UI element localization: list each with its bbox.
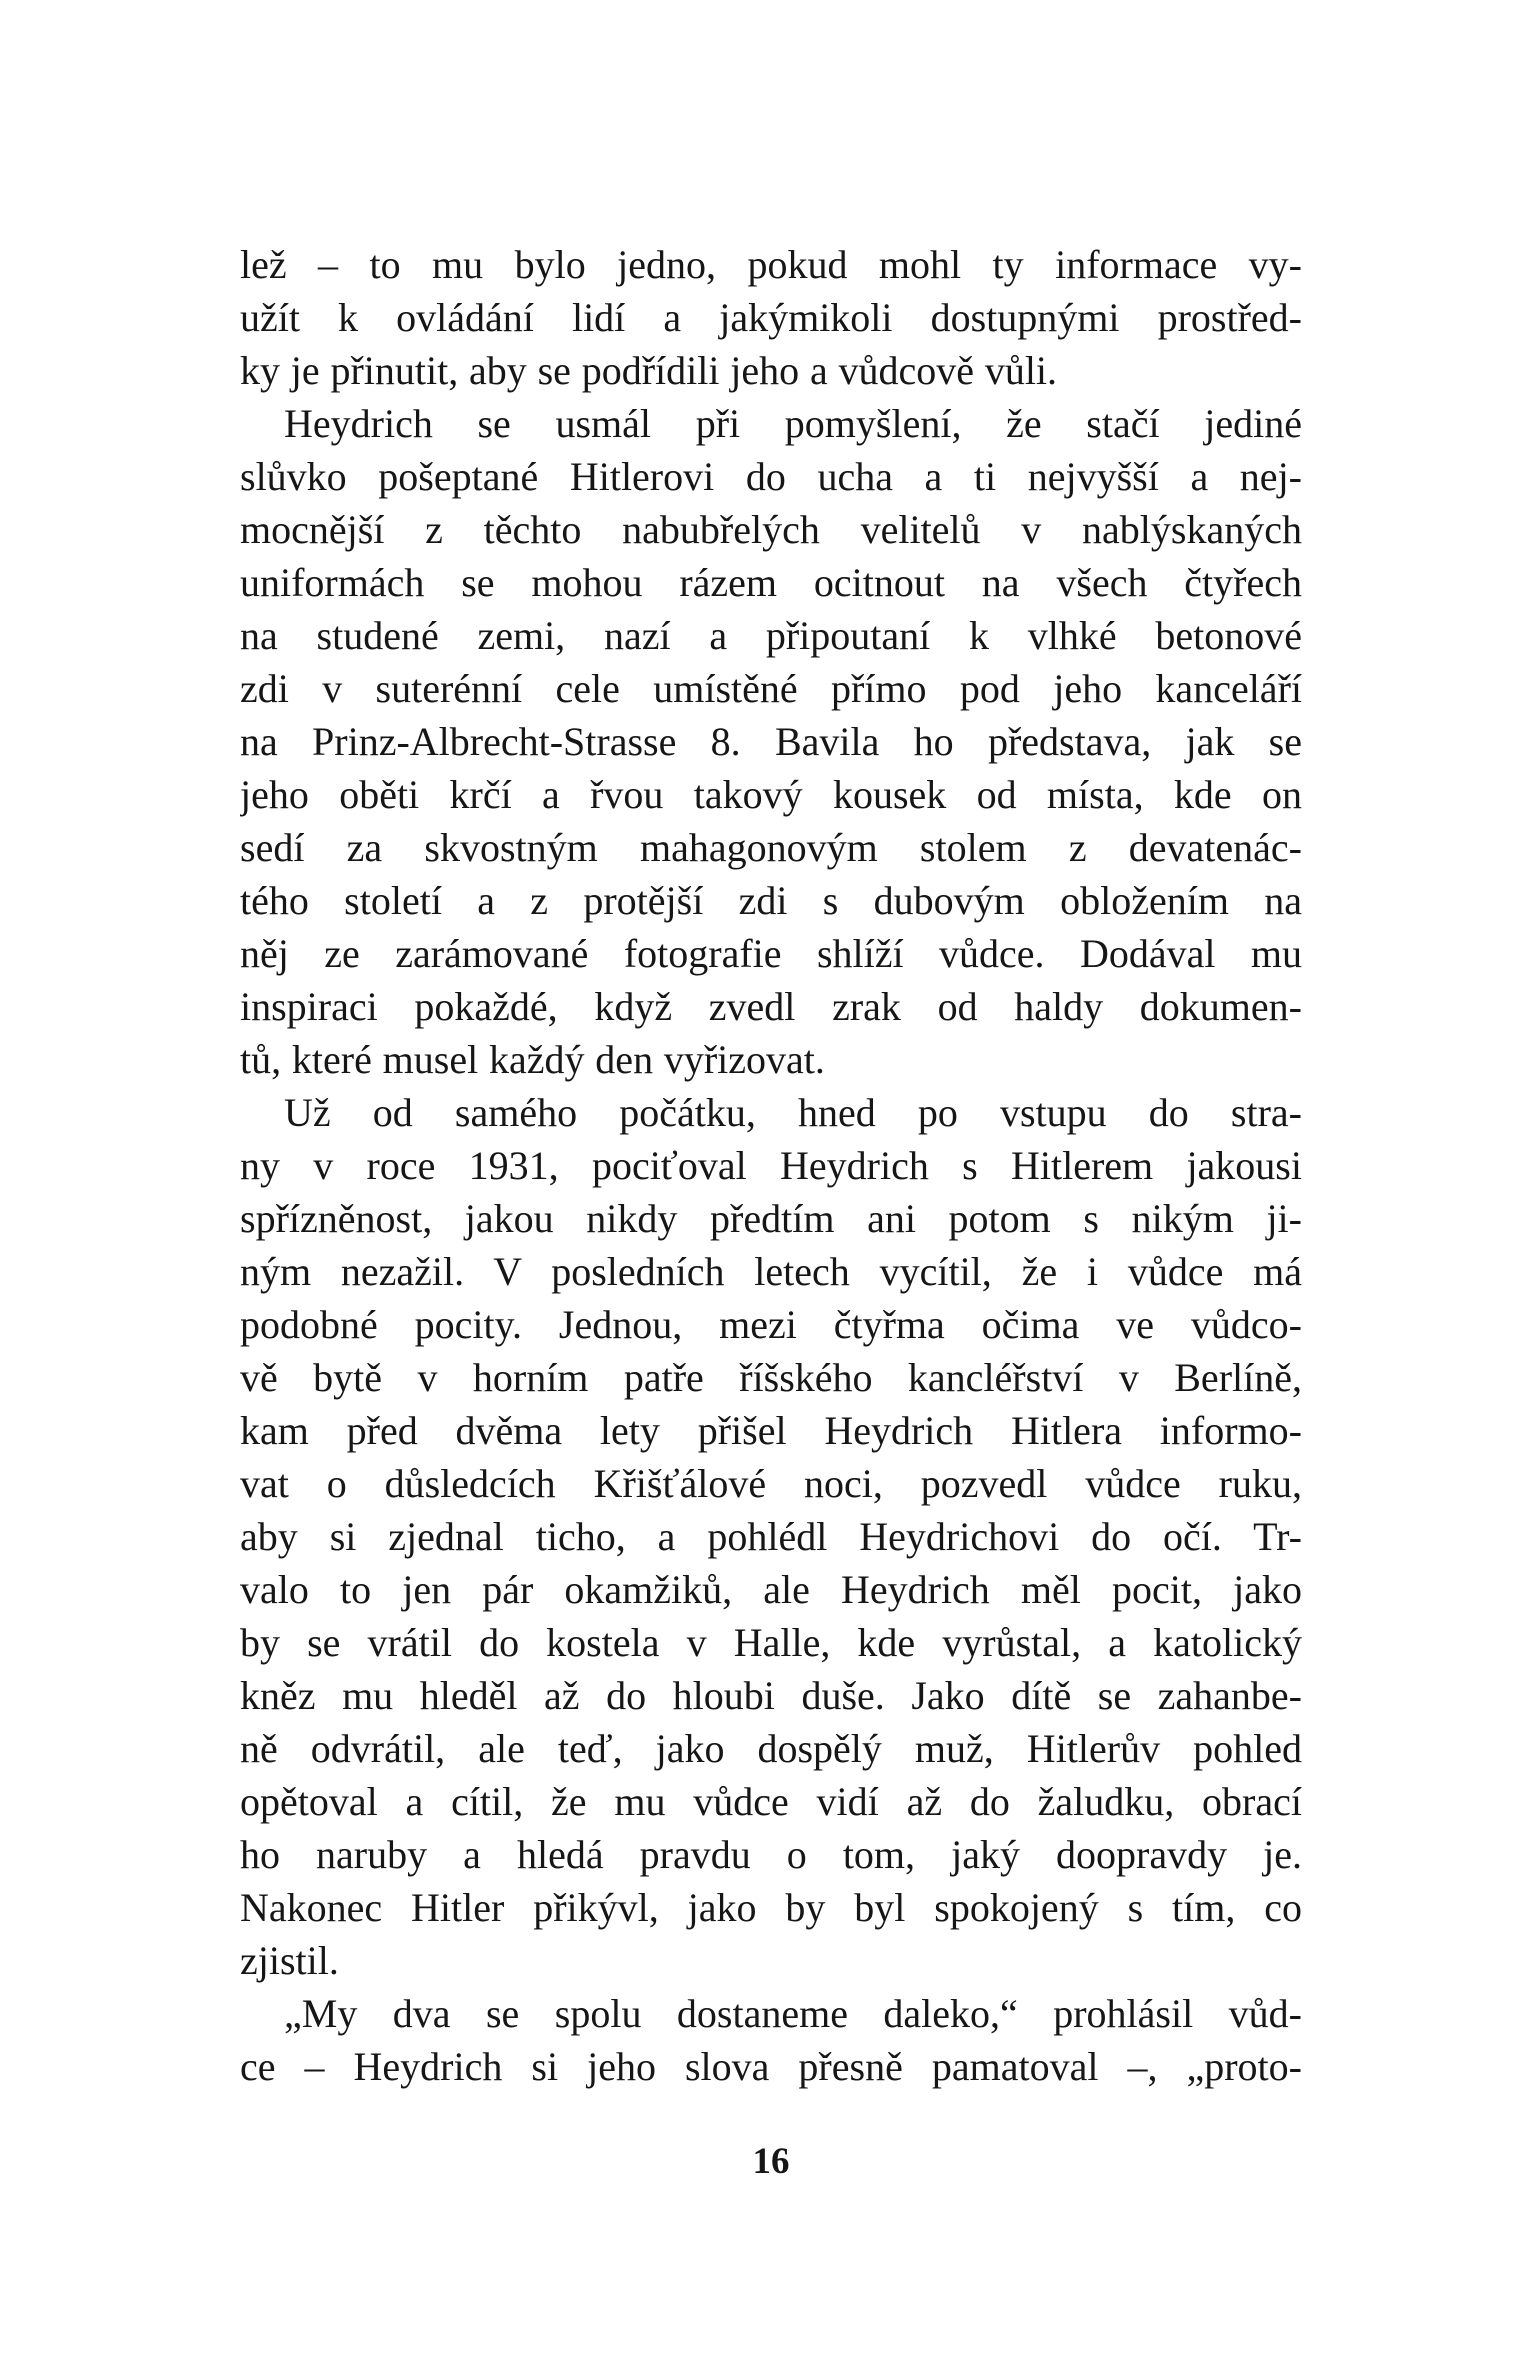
text-line: slůvko pošeptané Hitlerovi do ucha a ti nejvyšší a nej- bbox=[240, 454, 1302, 499]
text-line: zdi v suterénní cele umístěné přímo pod jeho kanceláří bbox=[240, 666, 1302, 711]
text-block bbox=[240, 238, 1302, 2093]
text-line: kněz mu hleděl až do hloubi duše. Jako dítě se zahanbe- bbox=[240, 1673, 1302, 1718]
text-line: uniformách se mohou rázem ocitnout na všech čtyřech bbox=[240, 560, 1302, 605]
text-line: jeho oběti krčí a řvou takový kousek od místa, kde on bbox=[240, 772, 1302, 817]
text-line: ho naruby a hledá pravdu o tom, jaký doopravdy je. bbox=[240, 1832, 1302, 1877]
text-line: mocnější z těchto nabubřelých velitelů v nablýskaných bbox=[240, 507, 1302, 552]
text-line: inspiraci pokaždé, když zvedl zrak od haldy dokumen- bbox=[240, 984, 1302, 1029]
text-line: vat o důsledcích Křišťálové noci, pozvedl vůdce ruku, bbox=[240, 1461, 1302, 1506]
text-line: spřízněnost, jakou nikdy předtím ani potom s nikým ji- bbox=[240, 1196, 1302, 1241]
text-line: na Prinz-Albrecht-Strasse 8. Bavila ho představa, jak se bbox=[240, 719, 1302, 764]
text-line: „My dva se spolu dostaneme daleko,“ prohlásil vůd- bbox=[284, 1991, 1302, 2036]
text-line: podobné pocity. Jednou, mezi čtyřma očima ve vůdco- bbox=[240, 1302, 1302, 1347]
text-line: ně odvrátil, ale teď, jako dospělý muž, Hitlerův pohled bbox=[240, 1726, 1302, 1771]
text-line: ny v roce 1931, pociťoval Heydrich s Hitlerem jakousi bbox=[240, 1143, 1302, 1188]
text-line: ce – Heydrich si jeho slova přesně pamatoval –, „proto- bbox=[240, 2044, 1302, 2089]
text-line: zjistil. bbox=[240, 1938, 339, 1983]
text-line: něj ze zarámované fotografie shlíží vůdce. Dodával mu bbox=[240, 931, 1302, 976]
text-line: Už od samého počátku, hned po vstupu do stra- bbox=[284, 1090, 1302, 1135]
text-line: by se vrátil do kostela v Halle, kde vyrůstal, a katolický bbox=[240, 1620, 1302, 1665]
text-line: lež – to mu bylo jedno, pokud mohl ty informace vy- bbox=[240, 242, 1302, 287]
text-line: sedí za skvostným mahagonovým stolem z devatenác- bbox=[240, 825, 1302, 870]
text-line: opětoval a cítil, že mu vůdce vidí až do žaludku, obrací bbox=[240, 1779, 1302, 1824]
text-line: tů, které musel každý den vyřizovat. bbox=[240, 1037, 825, 1082]
text-line: ným nezažil. V posledních letech vycítil, že i vůdce má bbox=[240, 1249, 1302, 1294]
text-line: valo to jen pár okamžiků, ale Heydrich měl pocit, jako bbox=[240, 1567, 1302, 1612]
text-line: Nakonec Hitler přikývl, jako by byl spokojený s tím, co bbox=[240, 1885, 1302, 1930]
text-line: užít k ovládání lidí a jakýmikoli dostupnými prostřed- bbox=[240, 295, 1302, 340]
text-line: kam před dvěma lety přišel Heydrich Hitlera informo- bbox=[240, 1408, 1302, 1453]
page-number: 16 bbox=[752, 2141, 790, 2182]
text-line: vě bytě v horním patře říšského kancléřství v Berlíně, bbox=[240, 1355, 1302, 1400]
text-line: tého století a z protější zdi s dubovým obložením na bbox=[240, 878, 1302, 923]
text-line: na studené zemi, nazí a připoutaní k vlhké betonové bbox=[240, 613, 1302, 658]
text-line: ky je přinutit, aby se podřídili jeho a vůdcově vůli. bbox=[240, 348, 1058, 393]
text-line: Heydrich se usmál při pomyšlení, že stačí jediné bbox=[284, 401, 1302, 446]
text-line: aby si zjednal ticho, a pohlédl Heydrichovi do očí. Tr- bbox=[240, 1514, 1302, 1559]
